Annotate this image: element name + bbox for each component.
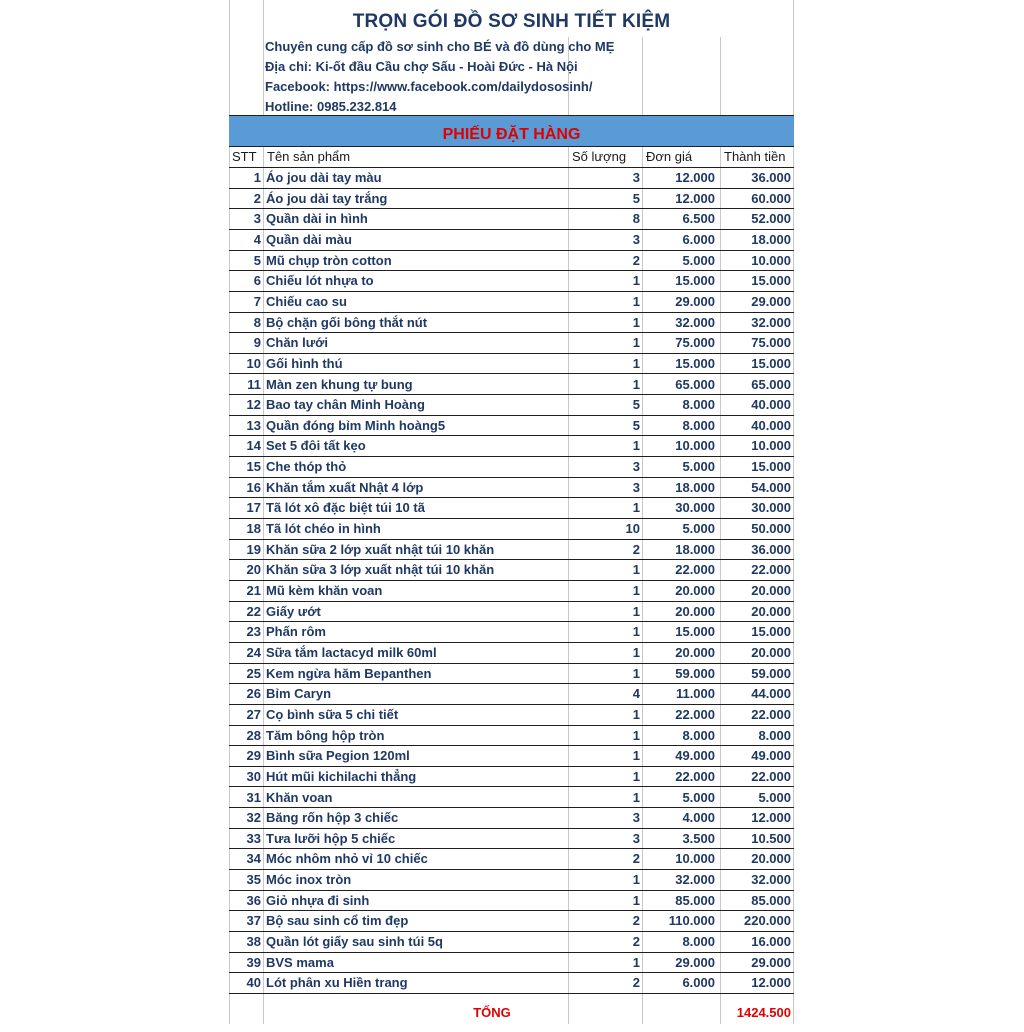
header-name: Tên sản phẩm — [267, 149, 351, 164]
cell-stt: 39 — [246, 954, 261, 970]
total-value: 1424.500 — [736, 1005, 791, 1020]
cell-stt: 10 — [246, 355, 261, 371]
table-row — [229, 394, 794, 416]
cell-name: Phấn rôm — [266, 624, 326, 640]
cell-stt: 18 — [246, 521, 261, 537]
cell-price: 85.000 — [675, 892, 715, 908]
cell-name: Lót phân xu Hiền trang — [266, 975, 408, 991]
cell-total: 29.000 — [751, 293, 791, 309]
table-row — [229, 167, 794, 189]
cell-name: Bao tay chân Minh Hoàng — [266, 397, 425, 413]
table-row — [229, 621, 794, 643]
cell-stt: 21 — [246, 583, 261, 598]
header-total: Thành tiền — [724, 149, 786, 164]
header-stt: STT — [232, 149, 257, 164]
cell-price: 5.000 — [682, 252, 715, 268]
cell-total: 52.000 — [751, 211, 791, 227]
cell-name: Set 5 đôi tất kẹo — [266, 438, 366, 454]
cell-name: Màn zen khung tự bung — [266, 376, 413, 392]
cell-total: 40.000 — [751, 417, 791, 433]
cell-qty: 5 — [632, 417, 640, 433]
cell-stt: 33 — [246, 830, 261, 846]
cell-qty: 8 — [632, 211, 640, 227]
cell-qty: 2 — [632, 541, 640, 557]
cell-stt: 11 — [247, 376, 261, 392]
cell-qty: 2 — [632, 252, 640, 268]
cell-price: 12.000 — [675, 190, 715, 206]
cell-stt: 32 — [246, 810, 261, 826]
table-row — [229, 683, 794, 705]
table-row — [229, 869, 794, 891]
cell-stt: 3 — [253, 211, 261, 227]
table-row — [229, 353, 794, 375]
cell-total: 49.000 — [751, 748, 791, 764]
cell-name: Chiếu lót nhựa to — [266, 273, 374, 289]
table-row — [229, 332, 794, 354]
cell-stt: 5 — [253, 252, 261, 268]
cell-name: Sữa tắm lactacyd milk 60ml — [266, 644, 437, 660]
cell-name: Che thóp thỏ — [266, 459, 347, 475]
cell-name: Mũ chụp tròn cotton — [266, 252, 392, 268]
cell-total: 15.000 — [751, 459, 791, 475]
cell-qty: 1 — [632, 376, 640, 392]
cell-price: 8.000 — [682, 934, 715, 950]
cell-price: 3.500 — [682, 830, 715, 846]
cell-price: 29.000 — [675, 293, 715, 309]
cell-stt: 12 — [246, 397, 261, 413]
cell-stt: 26 — [246, 686, 261, 702]
cell-total: 20.000 — [751, 851, 791, 867]
table-row — [229, 229, 794, 251]
cell-total: 65.000 — [751, 376, 791, 392]
header-price: Đơn giá — [646, 149, 693, 164]
cell-stt: 8 — [253, 314, 261, 330]
total-row — [229, 993, 794, 1024]
cell-price: 8.000 — [682, 727, 715, 743]
cell-price: 5.000 — [682, 789, 715, 805]
cell-stt: 19 — [246, 541, 261, 557]
cell-stt: 4 — [253, 231, 261, 247]
cell-qty: 10 — [625, 521, 640, 537]
table-row — [229, 250, 794, 272]
cell-name: Tã lót xô đặc biệt túi 10 tã — [266, 500, 425, 516]
cell-total: 15.000 — [751, 355, 791, 371]
cell-price: 32.000 — [675, 314, 715, 330]
table-row — [229, 415, 794, 437]
cell-stt: 25 — [246, 665, 261, 681]
cell-stt: 27 — [246, 706, 261, 722]
cell-name: Bộ chặn gối bông thắt nút — [266, 314, 428, 330]
cell-total: 5.000 — [758, 789, 791, 805]
table-row — [229, 539, 794, 561]
table-row — [229, 270, 794, 292]
cell-stt: 24 — [246, 644, 261, 660]
cell-price: 6.000 — [682, 975, 715, 991]
table-row — [229, 704, 794, 726]
cell-price: 59.000 — [675, 665, 715, 681]
cell-price: 30.000 — [675, 500, 715, 516]
cell-qty: 2 — [632, 934, 640, 950]
cell-stt: 15 — [246, 459, 261, 475]
table-row — [229, 890, 794, 912]
cell-stt: 23 — [246, 624, 261, 640]
cell-stt: 35 — [246, 872, 261, 888]
cell-qty: 3 — [632, 479, 640, 495]
cell-price: 75.000 — [675, 335, 715, 351]
cell-price: 8.000 — [682, 397, 715, 413]
cell-qty: 2 — [632, 975, 640, 991]
cell-name: Khăn tắm xuất Nhật 4 lớp — [266, 479, 424, 495]
cell-name: Bỉm Caryn — [266, 686, 332, 702]
cell-stt: 30 — [246, 768, 261, 784]
cell-qty: 4 — [632, 686, 640, 702]
cell-name: Gối hình thú — [266, 355, 343, 371]
cell-qty: 1 — [632, 892, 640, 908]
cell-name: Quần dài in hình — [266, 211, 368, 227]
table-row — [229, 477, 794, 499]
table-row — [229, 745, 794, 767]
cell-price: 18.000 — [675, 541, 715, 557]
cell-price: 12.000 — [675, 170, 715, 185]
cell-price: 11.000 — [675, 686, 715, 702]
cell-qty: 1 — [632, 748, 640, 764]
cell-price: 5.000 — [682, 521, 715, 537]
cell-qty: 3 — [632, 170, 640, 185]
table-row — [229, 456, 794, 478]
cell-total: 22.000 — [751, 768, 791, 784]
cell-qty: 3 — [632, 459, 640, 475]
cell-name: Áo jou dài tay trắng — [266, 190, 388, 206]
cell-qty: 3 — [632, 231, 640, 247]
cell-qty: 5 — [632, 397, 640, 413]
table-row — [229, 497, 794, 519]
cell-name: Khăn sữa 2 lớp xuất nhật túi 10 khăn — [266, 541, 495, 557]
cell-stt: 13 — [246, 417, 261, 433]
table-row — [229, 435, 794, 457]
cell-qty: 1 — [632, 768, 640, 784]
cell-qty: 1 — [632, 293, 640, 309]
cell-stt: 22 — [246, 603, 261, 619]
sheet-title: TRỌN GÓI ĐỒ SƠ SINH TIẾT KIỆM — [352, 11, 671, 32]
cell-name: Tã lót chéo in hình — [266, 521, 381, 537]
table-row — [229, 807, 794, 829]
cell-price: 65.000 — [675, 376, 715, 392]
cell-total: 32.000 — [751, 314, 791, 330]
cell-name: Hút mũi kichilachi thẳng — [266, 768, 417, 784]
cell-total: 54.000 — [751, 479, 791, 495]
cell-stt: 6 — [253, 273, 261, 289]
table-row — [229, 601, 794, 623]
cell-price: 22.000 — [675, 562, 715, 578]
cell-qty: 3 — [632, 830, 640, 846]
cell-stt: 28 — [246, 727, 261, 743]
cell-name: Tưa lưỡi hộp 5 chiếc — [266, 830, 396, 846]
cell-qty: 1 — [632, 603, 640, 619]
cell-stt: 38 — [246, 934, 261, 950]
cell-price: 22.000 — [675, 768, 715, 784]
cell-name: Móc nhôm nhỏ vỉ 10 chiếc — [266, 851, 428, 867]
cell-price: 15.000 — [675, 273, 715, 289]
cell-total: 36.000 — [751, 541, 791, 557]
table-row — [229, 374, 794, 396]
cell-qty: 1 — [632, 665, 640, 681]
cell-qty: 1 — [632, 273, 640, 289]
cell-qty: 1 — [632, 562, 640, 578]
cell-total: 16.000 — [751, 934, 791, 950]
cell-price: 20.000 — [675, 583, 715, 598]
cell-name: Giỏ nhựa đi sinh — [266, 892, 370, 908]
cell-total: 8.000 — [758, 727, 791, 743]
cell-price: 29.000 — [675, 954, 715, 970]
cell-stt: 29 — [246, 748, 261, 764]
cell-price: 4.000 — [682, 810, 715, 826]
cell-name: Quần dài màu — [266, 231, 352, 247]
cell-qty: 1 — [632, 500, 640, 516]
cell-qty: 1 — [632, 355, 640, 371]
cell-name: Bình sữa Pegion 120ml — [266, 748, 410, 764]
cell-qty: 2 — [632, 913, 640, 929]
cell-name: Quần đóng bỉm Minh hoàng5 — [266, 417, 446, 433]
table-row — [229, 291, 794, 313]
order-form-banner — [229, 115, 794, 147]
cell-name: Cọ bình sữa 5 chi tiết — [266, 706, 399, 722]
cell-stt: 1 — [253, 170, 261, 185]
cell-total: 10.000 — [751, 252, 791, 268]
table-row — [229, 188, 794, 210]
cell-qty: 5 — [632, 190, 640, 206]
cell-total: 60.000 — [751, 190, 791, 206]
cell-name: Chiếu cao su — [266, 293, 347, 309]
cell-qty: 1 — [632, 706, 640, 722]
cell-stt: 14 — [246, 438, 261, 454]
info-line-hotline: Hotline: 0985.232.814 — [265, 99, 397, 114]
cell-total: 22.000 — [751, 706, 791, 722]
cell-name: Khăn sữa 3 lớp xuất nhật túi 10 khăn — [266, 562, 495, 578]
cell-stt: 9 — [253, 335, 261, 351]
info-line-address: Địa chỉ: Ki-ốt đầu Cầu chợ Sấu - Hoài Đức - Hà Nội — [265, 59, 578, 74]
cell-total: 30.000 — [751, 500, 791, 516]
cell-total: 12.000 — [751, 810, 791, 826]
info-line-facebook: Facebook: https://www.facebook.com/dailydososinh/ — [265, 79, 593, 94]
cell-name: Kem ngừa hăm Bepanthen — [266, 665, 432, 681]
cell-total: 59.000 — [751, 665, 791, 681]
table-row — [229, 848, 794, 870]
info-line-tagline: Chuyên cung cấp đồ sơ sinh cho BÉ và đồ dùng cho MẸ — [265, 39, 615, 54]
table-row — [229, 663, 794, 685]
cell-name: BVS mama — [266, 954, 334, 970]
table-row — [229, 312, 794, 334]
table-row — [229, 518, 794, 540]
cell-qty: 1 — [632, 789, 640, 805]
cell-total: 220.000 — [744, 913, 791, 929]
table-row — [229, 952, 794, 974]
cell-stt: 2 — [253, 190, 261, 206]
cell-qty: 1 — [632, 624, 640, 640]
cell-total: 10.500 — [751, 830, 791, 846]
cell-total: 44.000 — [751, 686, 791, 702]
table-header — [229, 147, 794, 168]
banner-title: PHIẾU ĐẶT HÀNG — [442, 126, 581, 143]
cell-price: 10.000 — [675, 851, 715, 867]
cell-total: 36.000 — [751, 170, 791, 185]
total-label: TỔNG — [473, 1005, 511, 1020]
cell-total: 22.000 — [751, 562, 791, 578]
cell-price: 32.000 — [675, 872, 715, 888]
cell-stt: 40 — [246, 975, 261, 991]
table-row — [229, 208, 794, 230]
cell-total: 15.000 — [751, 273, 791, 289]
table-row — [229, 559, 794, 581]
cell-qty: 1 — [632, 872, 640, 888]
cell-stt: 31 — [246, 789, 261, 805]
cell-stt: 17 — [246, 500, 261, 516]
cell-price: 18.000 — [675, 479, 715, 495]
cell-stt: 16 — [246, 479, 261, 495]
cell-name: Bộ sau sinh cổ tim đẹp — [266, 913, 409, 929]
cell-total: 50.000 — [751, 521, 791, 537]
cell-price: 6.500 — [682, 211, 715, 227]
cell-total: 29.000 — [751, 954, 791, 970]
cell-stt: 37 — [246, 913, 261, 929]
cell-price: 10.000 — [675, 438, 715, 454]
cell-qty: 1 — [632, 314, 640, 330]
cell-price: 6.000 — [682, 231, 715, 247]
cell-total: 75.000 — [751, 335, 791, 351]
cell-total: 10.000 — [751, 438, 791, 454]
cell-qty: 1 — [632, 335, 640, 351]
cell-price: 20.000 — [675, 644, 715, 660]
cell-price: 8.000 — [682, 417, 715, 433]
cell-stt: 34 — [246, 851, 261, 867]
cell-stt: 36 — [246, 892, 261, 908]
cell-price: 5.000 — [682, 459, 715, 475]
cell-name: Tăm bông hộp tròn — [266, 727, 385, 743]
cell-name: Khăn voan — [266, 789, 333, 805]
table-row — [229, 931, 794, 953]
cell-name: Áo jou dài tay màu — [266, 170, 382, 185]
cell-qty: 1 — [632, 727, 640, 743]
cell-price: 20.000 — [675, 603, 715, 619]
cell-qty: 1 — [632, 644, 640, 660]
table-row — [229, 766, 794, 788]
table-row — [229, 828, 794, 850]
table-row — [229, 787, 794, 809]
header-qty: Số lượng — [572, 149, 627, 164]
cell-name: Quần lót giấy sau sinh túi 5q — [266, 934, 443, 950]
cell-price: 110.000 — [668, 913, 715, 929]
cell-total: 20.000 — [751, 603, 791, 619]
table-row — [229, 910, 794, 932]
table-row — [229, 580, 794, 602]
cell-qty: 1 — [632, 438, 640, 454]
cell-stt: 7 — [253, 293, 261, 309]
cell-total: 85.000 — [751, 892, 791, 908]
table-row — [229, 972, 794, 994]
cell-price: 15.000 — [675, 355, 715, 371]
cell-qty: 3 — [632, 810, 640, 826]
cell-qty: 1 — [632, 583, 640, 598]
cell-name: Móc inox tròn — [266, 872, 352, 888]
cell-total: 32.000 — [751, 872, 791, 888]
cell-total: 40.000 — [751, 397, 791, 413]
cell-name: Băng rốn hộp 3 chiếc — [266, 810, 399, 826]
table-row — [229, 642, 794, 664]
cell-name: Chăn lưới — [266, 335, 328, 351]
cell-total: 20.000 — [751, 644, 791, 660]
cell-name: Giấy ướt — [266, 603, 321, 619]
cell-total: 18.000 — [751, 231, 791, 247]
cell-qty: 2 — [632, 851, 640, 867]
cell-total: 12.000 — [751, 975, 791, 991]
cell-stt: 20 — [246, 562, 261, 578]
cell-name: Mũ kèm khăn voan — [266, 583, 383, 598]
cell-price: 22.000 — [675, 706, 715, 722]
cell-total: 20.000 — [751, 583, 791, 598]
cell-price: 15.000 — [675, 624, 715, 640]
table-row — [229, 725, 794, 747]
cell-qty: 1 — [632, 954, 640, 970]
cell-total: 15.000 — [751, 624, 791, 640]
cell-price: 49.000 — [675, 748, 715, 764]
